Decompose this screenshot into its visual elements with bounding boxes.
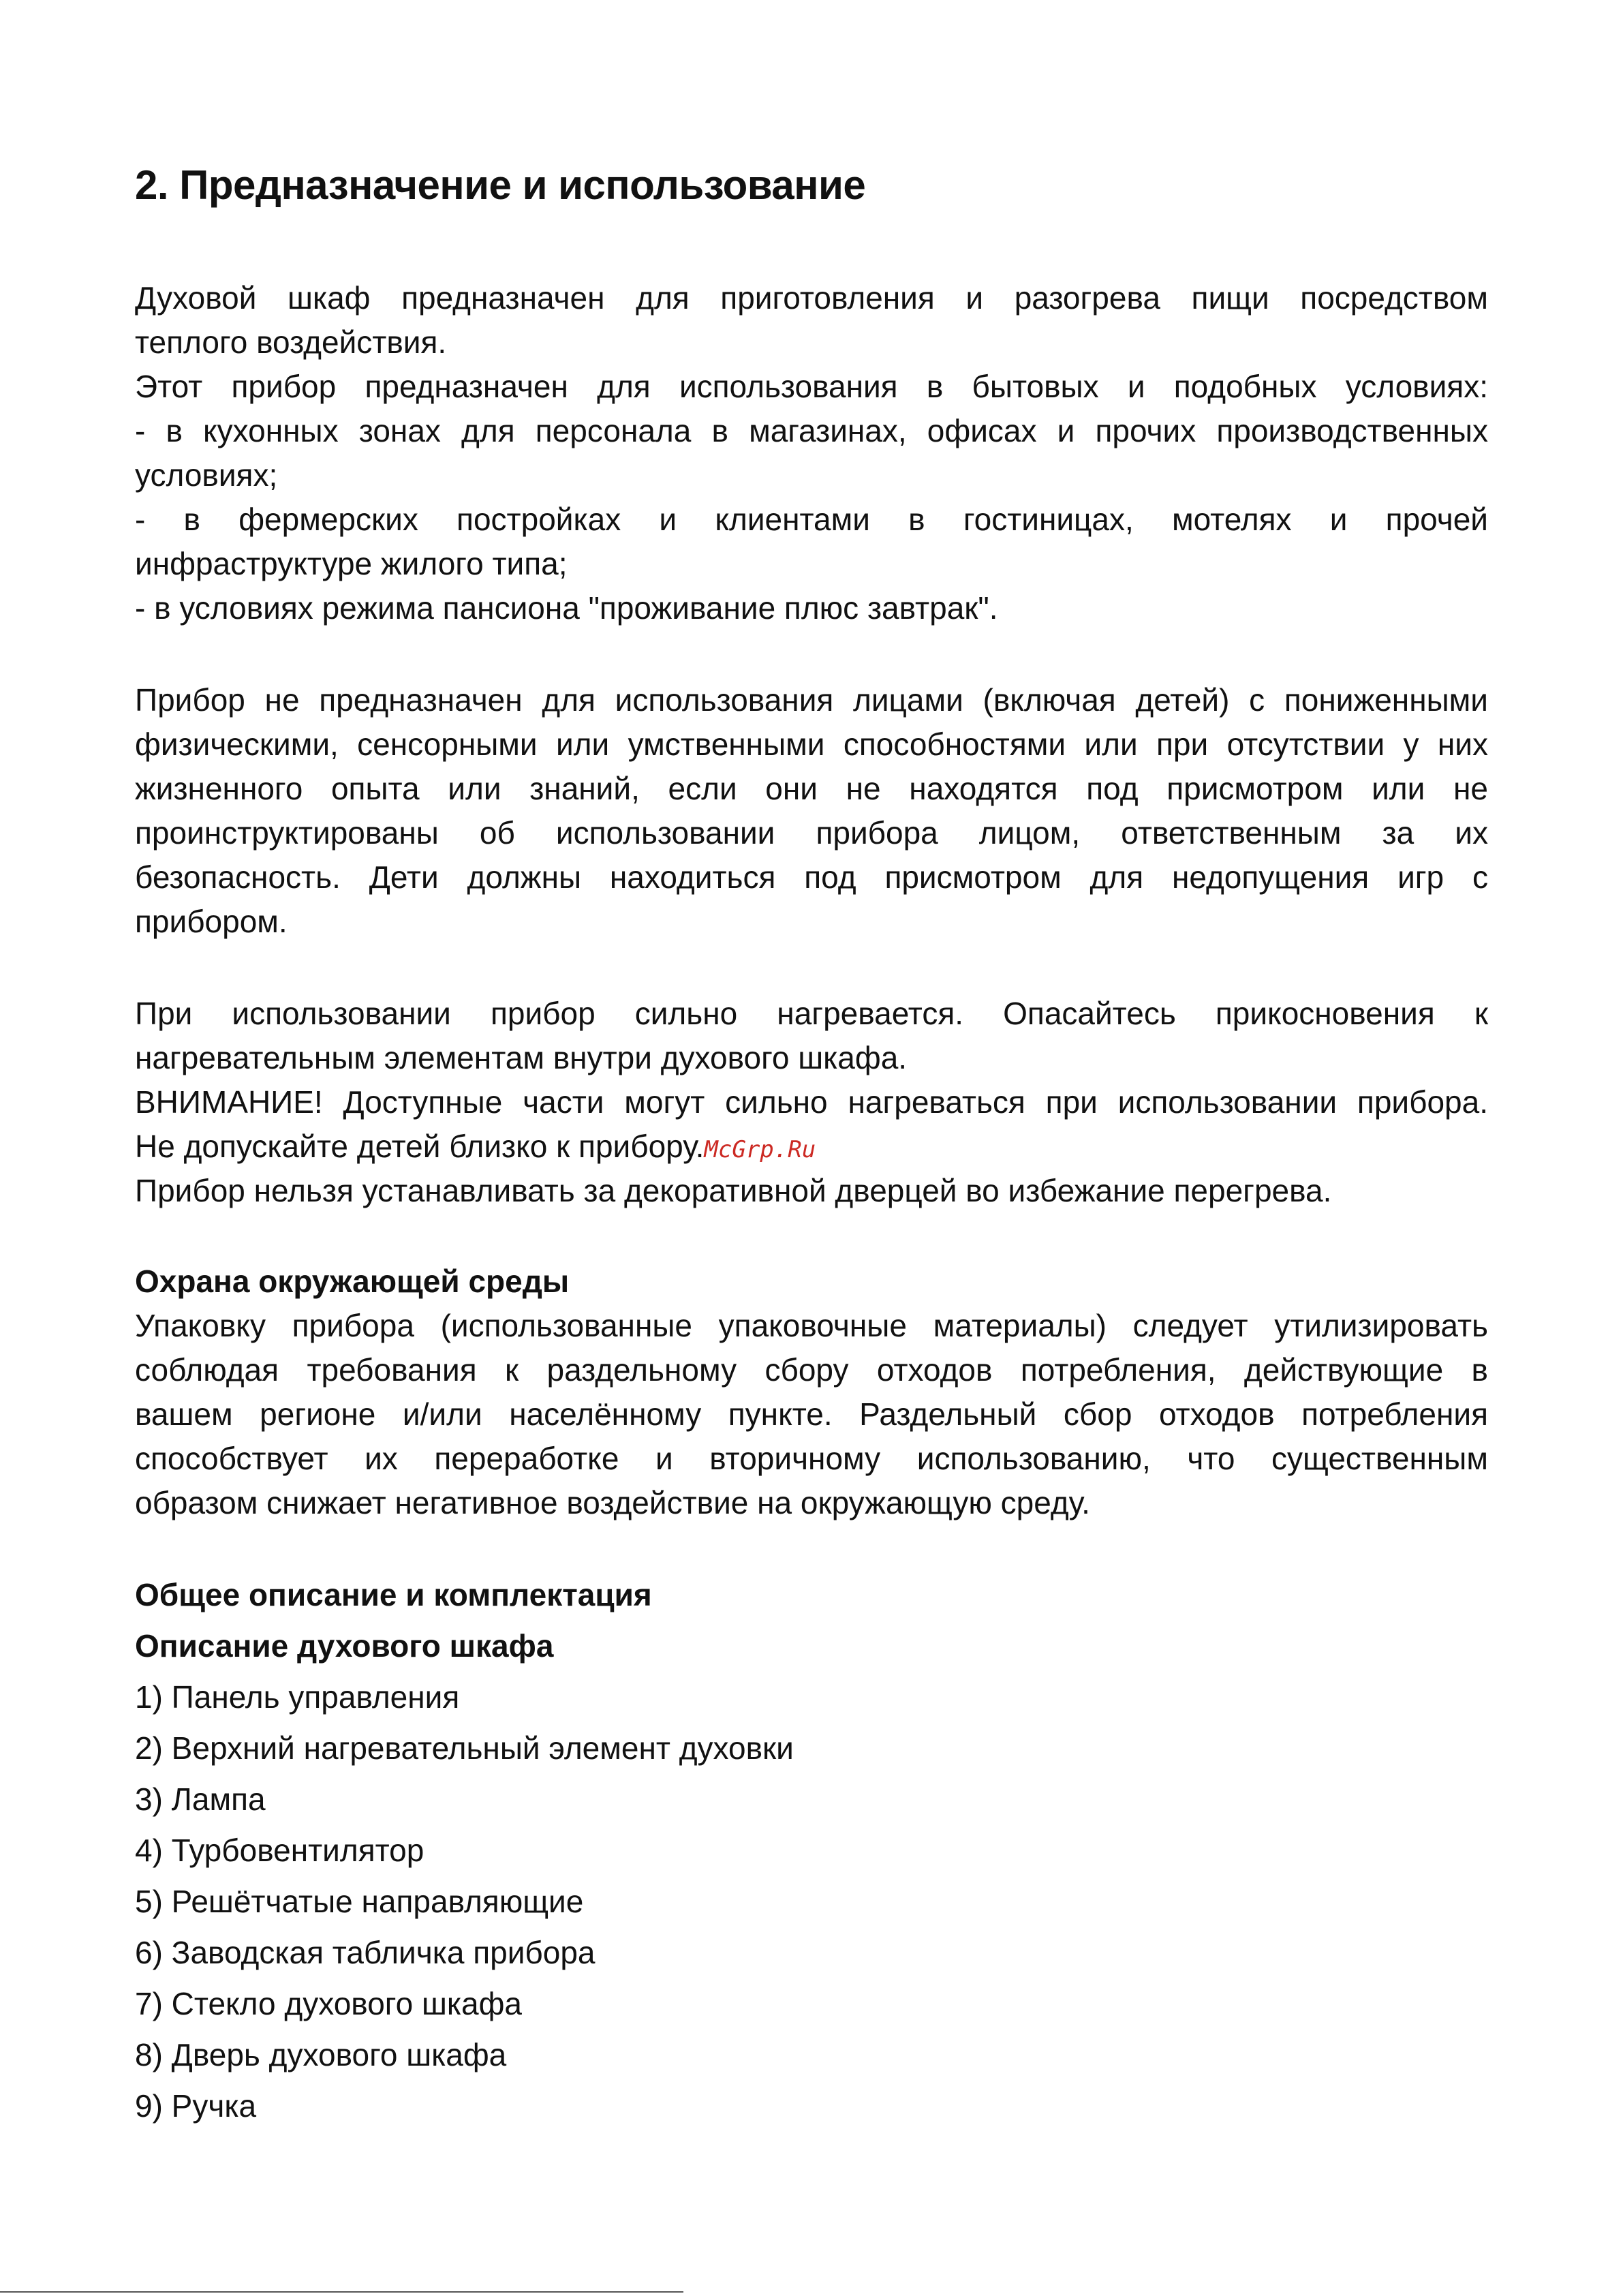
- text-line-with-watermark: [135, 1124, 1488, 1169]
- warning-paragraph: [135, 992, 1488, 1213]
- list-item: 5) Решётчатые направляющие: [135, 1884, 584, 1919]
- text-line: нагревательным элементам внутри духового шкафа.: [135, 1040, 908, 1075]
- text-line: Прибор нельзя устанавливать за декоративной дверцей во избежание перегрева.: [135, 1173, 1332, 1208]
- text-line: ВНИМАНИЕ! Доступные части могут сильно нагреваться при использовании прибора.: [135, 1084, 1488, 1120]
- restrictions-paragraph: [135, 678, 1488, 944]
- footer-divider: [0, 2291, 683, 2293]
- text-line: жизненного опыта или знаний, если они не находятся под присмотром или не: [135, 771, 1488, 806]
- text-line: соблюдая требования к раздельному сбору отходов потребления, действующие в: [135, 1352, 1488, 1388]
- text-line: прибором.: [135, 904, 288, 939]
- text-line: физическими, сенсорными или умственными способностями или при отсутствии у них: [135, 726, 1488, 762]
- description-title: Общее описание и комплектация: [135, 1577, 652, 1612]
- list-item: 3) Лампа: [135, 1781, 266, 1817]
- list-item: 6) Заводская табличка прибора: [135, 1935, 596, 1970]
- text-line: Упаковку прибора (использованные упаковочные материалы) следует утилизировать: [135, 1308, 1488, 1343]
- section-heading: 2. Предназначение и использование: [135, 162, 866, 208]
- list-item: 7) Стекло духового шкафа: [135, 1986, 522, 2021]
- list-item: 1) Панель управления: [135, 1679, 460, 1715]
- text-line: - в условиях режима пансиона "проживание плюс завтрак".: [135, 590, 998, 626]
- text-line: теплого воздействия.: [135, 324, 447, 360]
- text-line: Прибор не предназначен для использования лицами (включая детей) с пониженными: [135, 682, 1488, 718]
- description-section: [135, 1570, 1488, 2132]
- text-line: - в кухонных зонах для персонала в магазинах, офисах и прочих производственных: [135, 413, 1488, 448]
- environment-section: [135, 1259, 1488, 1525]
- text-line: инфраструктуре жилого типа;: [135, 546, 568, 581]
- text-line: образом снижает негативное воздействие на окружающую среду.: [135, 1485, 1090, 1520]
- text-line: условиях;: [135, 457, 278, 493]
- environment-title: Охрана окружающей среды: [135, 1264, 570, 1299]
- text-line: При использовании прибор сильно нагревается. Опасайтесь прикосновения к: [135, 996, 1488, 1031]
- text-line: Духовой шкаф предназначен для приготовления и разогрева пищи посредством: [135, 280, 1488, 316]
- text-line: Этот прибор предназначен для использования в бытовых и подобных условиях:: [135, 369, 1488, 404]
- text-line: вашем регионе и/или населённому пункте. Раздельный сбор отходов потребления: [135, 1396, 1488, 1432]
- text-line: способствует их переработке и вторичному использованию, что существенным: [135, 1441, 1488, 1476]
- text-line: безопасность. Дети должны находиться под присмотром для недопущения игр с: [135, 859, 1488, 895]
- description-subtitle: Описание духового шкафа: [135, 1628, 554, 1664]
- text-fragment: Не допускайте детей близко к прибору.: [135, 1129, 705, 1164]
- intro-paragraph: [135, 276, 1488, 630]
- list-item: 4) Турбовентилятор: [135, 1833, 424, 1868]
- text-line: проинструктированы об использовании прибора лицом, ответственным за их: [135, 815, 1488, 851]
- watermark-link[interactable]: McGrp.Ru: [704, 1136, 816, 1163]
- list-item: 9) Ручка: [135, 2088, 257, 2124]
- list-item: 8) Дверь духового шкафа: [135, 2037, 507, 2072]
- text-line: - в фермерских постройках и клиентами в гостиницах, мотелях и прочей: [135, 502, 1488, 537]
- list-item: 2) Верхний нагревательный элемент духовки: [135, 1730, 794, 1766]
